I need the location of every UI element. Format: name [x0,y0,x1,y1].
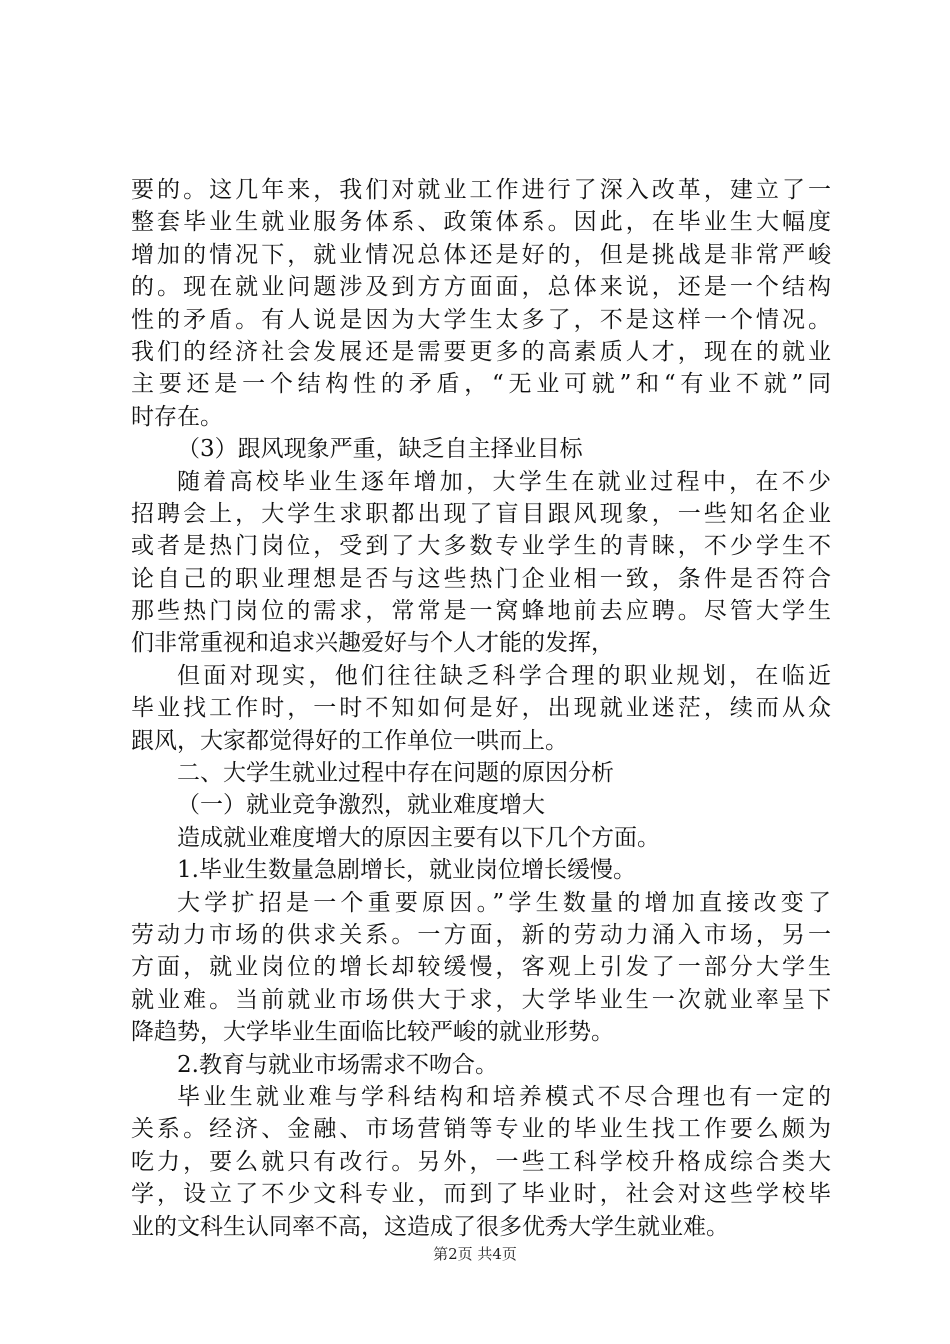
text-line: 主要还是一个结构性的矛盾，“无业可就”和“有业不就”同 [131,371,831,398]
text-line: 要的。这几年来，我们对就业工作进行了深入改革，建立了一 [131,177,831,203]
text-line: （3）跟风现象严重，缺乏自主择业目标 [177,436,583,463]
text-line: 关系。经济、金融、市场营销等专业的毕业生找工作要么颇为 [131,1116,831,1143]
text-line: 方面，就业岗位的增长却较缓慢，客观上引发了一部分大学生 [131,954,831,981]
text-line: 吃力，要么就只有改行。另外，一些工科学校升格成综合类大 [131,1148,831,1175]
text-line: 性的矛盾。有人说是因为大学生太多了，不是这样一个情况。 [131,306,831,333]
text-line: 时存在。 [131,403,223,430]
page-footer: 第2页 共4页 [433,1245,517,1263]
text-line: 二、大学生就业过程中存在问题的原因分析 [177,760,614,787]
text-line: 或者是热门岗位，受到了大多数专业学生的青睐，不少学生不 [131,533,831,560]
text-line: 论自己的职业理想是否与这些热门企业相一致，条件是否符合 [131,565,831,592]
text-line: 1.毕业生数量急剧增长，就业岗位增长缓慢。 [177,857,636,884]
text-line: 业的文科生认同率不高，这造成了很多优秀大学生就业难。 [131,1213,729,1240]
text-line: 跟风，大家都觉得好的工作单位一哄而上。 [131,727,568,754]
text-line: 降趋势，大学毕业生面临比较严峻的就业形势。 [131,1019,614,1046]
text-line: 2.教育与就业市场需求不吻合。 [177,1051,498,1078]
text-line: 就业难。当前就业市场供大于求，大学毕业生一次就业率呈下 [131,986,831,1013]
text-line: 增加的情况下，就业情况总体还是好的，但是挑战是非常严峻 [131,241,831,268]
text-line: 造成就业难度增大的原因主要有以下几个方面。 [177,824,660,851]
text-line: 的。现在就业问题涉及到方方面面，总体来说，还是一个结构 [131,274,831,301]
text-line: 但面对现实，他们往往缺乏科学合理的职业规划，在临近 [177,662,831,689]
text-line: 学，设立了不少文科专业，而到了毕业时，社会对这些学校毕 [131,1181,831,1208]
body-text [131,174,831,1243]
text-line: 劳动力市场的供求关系。一方面，新的劳动力涌入市场，另一 [131,921,831,948]
text-line: 毕业生就业难与学科结构和培养模式不尽合理也有一定的 [177,1083,831,1110]
text-line: 们非常重视和追求兴趣爱好与个人才能的发挥， [131,630,614,657]
text-line: 我们的经济社会发展还是需要更多的高素质人才，现在的就业 [131,338,831,365]
text-line: 招聘会上，大学生求职都出现了盲目跟风现象，一些知名企业 [131,500,831,527]
text-line: 随着高校毕业生逐年增加，大学生在就业过程中，在不少 [177,468,831,495]
text-line: （一）就业竞争激烈，就业难度增大 [177,792,545,819]
text-line: 大学扩招是一个重要原因。”学生数量的增加直接改变了 [177,889,831,916]
text-line: 整套毕业生就业服务体系、政策体系。因此，在毕业生大幅度 [131,209,831,236]
text-line: 那些热门岗位的需求，常常是一窝蜂地前去应聘。尽管大学生 [131,598,831,625]
text-line: 毕业找工作时，一时不知如何是好，出现就业迷茫，续而从众 [131,695,831,722]
